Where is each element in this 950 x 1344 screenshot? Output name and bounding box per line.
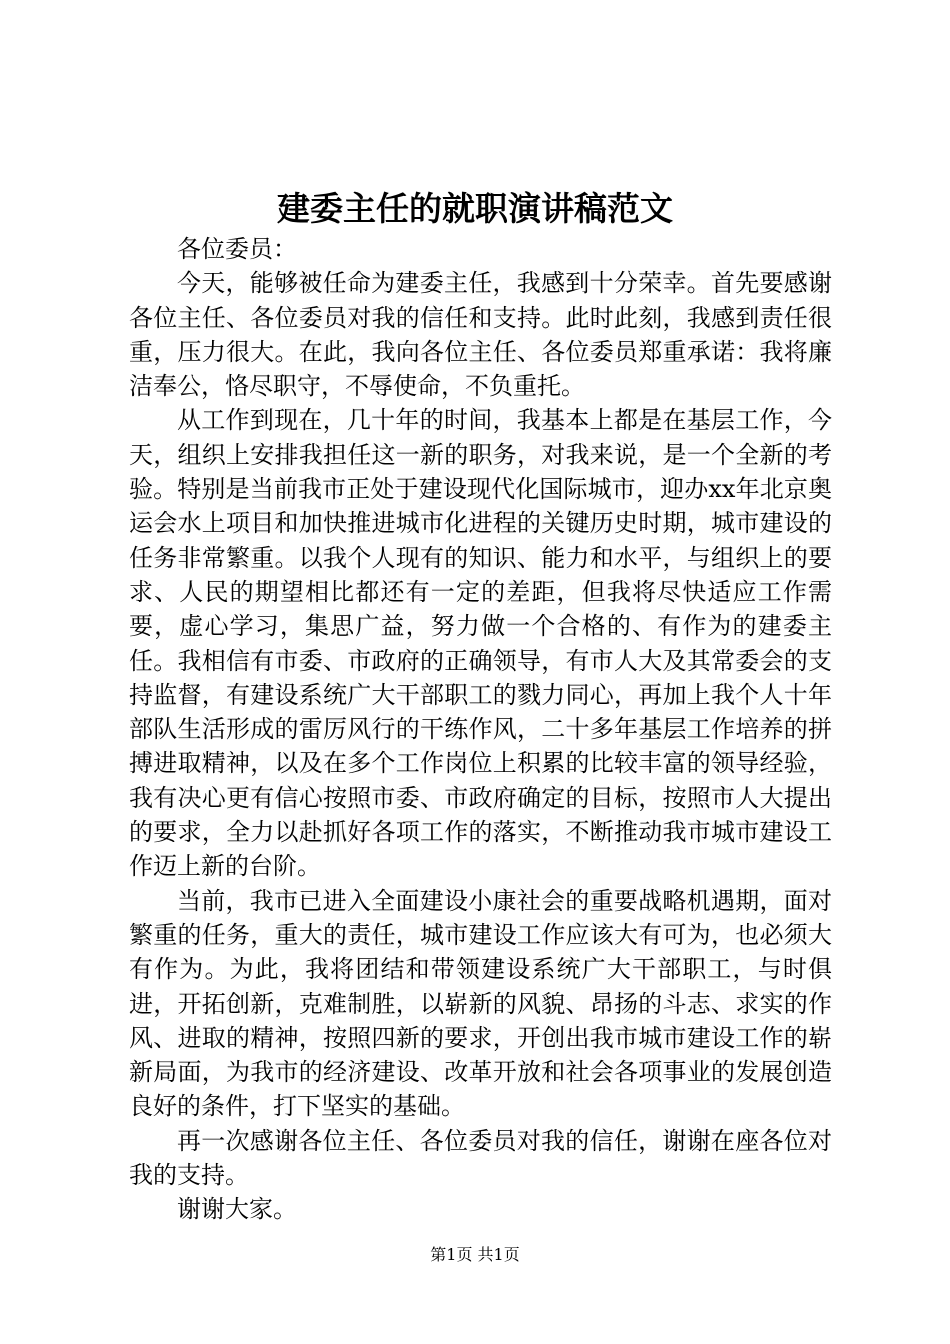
paragraph-5: 谢谢大家。	[177, 1195, 297, 1224]
paragraph-4: 再一次感谢各位主任、各位委员对我的信任，谢谢在座各位对我的支持。	[129, 1126, 832, 1190]
salutation: 各位委员：	[177, 235, 297, 263]
paragraph-2: 从工作到现在，几十年的时间，我基本上都是在基层工作，今天，组织上安排我担任这一新的职务，对我来说，是一个全新的考验。特别是当前我市正处于建设现代化国际城市，迎办xx年北京奥运会水上项目和加快推进城市化进程的关键历史时期，城市建设的任务非常繁重。以我个人现有的知识、能力和水平，与组织上的要求、人民的期望相比都还有一定的差距，但我将尽快适应工作需要，虚心学习，集思广益，努力做一个合格的、有作为的建委主任。我相信有市委、市政府的正确领导，有市人大及其常委会的支持监督，有建设系统广大干部职工的戮力同心，再加上我个人十年部队生活形成的雷厉风行的干练作风，二十多年基层工作培养的拼搏进取精神，以及在多个工作岗位上积累的比较丰富的领导经验，我有决心更有信心按照市委、市政府确定的目标，按照市人大提出的要求，全力以赴抓好各项工作的落实，不断推动我市城市建设工作迈上新的台阶。	[129, 406, 832, 881]
paragraph-3: 当前，我市已进入全面建设小康社会的重要战略机遇期，面对繁重的任务，重大的责任，城市建设工作应该大有可为，也必须大有作为。为此，我将团结和带领建设系统广大干部职工，与时俱进，开拓创新，克难制胜，以崭新的风貌、昂扬的斗志、求实的作风、进取的精神，按照四新的要求，开创出我市城市建设工作的崭新局面，为我市的经济建设、改革开放和社会各项事业的发展创造良好的条件，打下坚实的基础。	[129, 886, 832, 1121]
page-footer: 第1页 共1页	[430, 1245, 520, 1264]
document-body	[129, 232, 832, 1227]
document-title: 建委主任的就职演讲稿范文	[277, 189, 673, 228]
paragraph-1: 今天，能够被任命为建委主任，我感到十分荣幸。首先要感谢各位主任、各位委员对我的信任和支持。此时此刻，我感到责任很重，压力很大。在此，我向各位主任、各位委员郑重承诺：我将廉洁奉公，恪尽职守，不辱使命，不负重托。	[129, 269, 832, 401]
